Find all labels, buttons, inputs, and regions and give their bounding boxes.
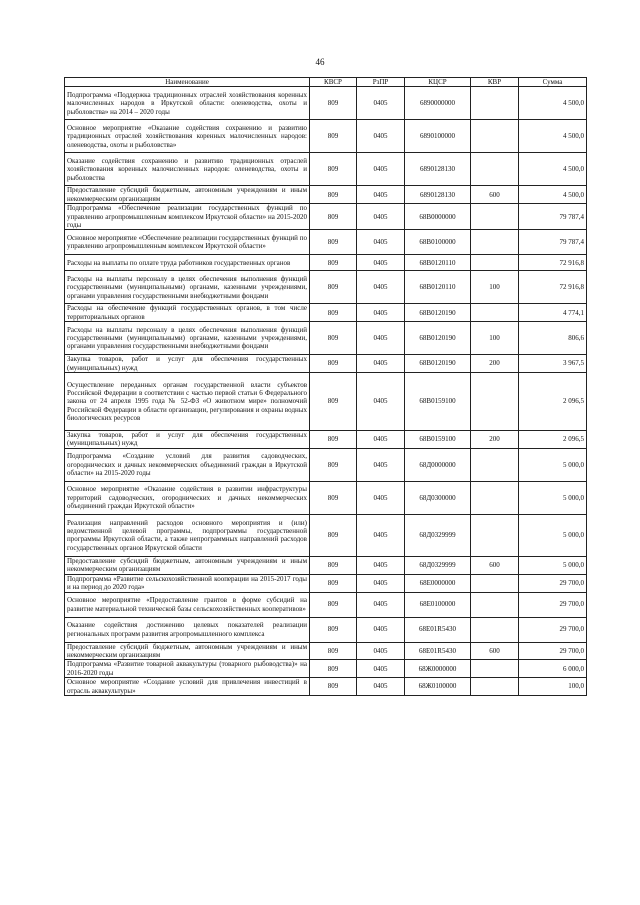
row-kvr [471,87,519,120]
row-name: Закупка товаров, работ и услуг для обеспечения государственных (муниципальных) нужд [65,431,310,449]
row-kvr [471,678,519,696]
row-rzpr: 0405 [357,574,405,592]
row-rzpr: 0405 [357,255,405,271]
row-name: Расходы на выплаты по оплате труда работников государственных органов [65,255,310,271]
table-row [65,271,587,304]
row-rzpr: 0405 [357,120,405,153]
row-sum: 29 700,0 [519,592,587,617]
row-rzpr: 0405 [357,556,405,574]
row-kvr [471,153,519,186]
row-kcsr: 68В0159100 [405,373,471,431]
row-sum: 5 000,0 [519,556,587,574]
row-kvsr: 809 [310,678,357,696]
row-rzpr: 0405 [357,271,405,304]
row-name: Закупка товаров, работ и услуг для обеспечения государственных (муниципальных) нужд [65,355,310,373]
row-name: Основное мероприятие «Создание условий для привлечения инвестиций в отрасль аквакультуры» [65,678,310,696]
row-kvsr: 809 [310,431,357,449]
row-rzpr: 0405 [357,678,405,696]
header-rzpr: РзПР [357,78,405,87]
row-kcsr: 68В0120190 [405,304,471,322]
header-sum: Сумма [519,78,587,87]
row-sum: 3 967,5 [519,355,587,373]
row-kvsr: 809 [310,642,357,660]
row-rzpr: 0405 [357,322,405,355]
row-name: Подпрограмма «Создание условий для развития садоводческих, огороднических и дачных некоммерческих объединений граждан в Иркутской области» на 2015-2020 годы [65,448,310,481]
table-row [65,153,587,186]
row-name: Подпрограмма «Развитие товарной аквакультуры (товарного рыбоводства)» на 2016-2020 годы [65,660,310,678]
row-kcsr: 68Д0329999 [405,514,471,556]
row-kvr [471,304,519,322]
row-sum: 5 000,0 [519,514,587,556]
row-rzpr: 0405 [357,230,405,255]
row-kvsr: 809 [310,355,357,373]
row-kcsr: 68Д0000000 [405,448,471,481]
table-row [65,642,587,660]
table-row [65,87,587,120]
row-kvr: 600 [471,642,519,660]
row-kvr: 200 [471,431,519,449]
table-row [65,322,587,355]
table-row [65,204,587,230]
header-kcsr: КЦСР [405,78,471,87]
row-kcsr: 68В0159100 [405,431,471,449]
row-kvsr: 809 [310,448,357,481]
table-row [65,255,587,271]
row-kvr: 100 [471,322,519,355]
row-kcsr: 68В0120190 [405,355,471,373]
row-name: Предоставление субсидий бюджетным, автономным учреждениям и иным некоммерческим организациям [65,186,310,204]
row-kvsr: 809 [310,204,357,230]
row-sum: 4 500,0 [519,87,587,120]
table-row [65,574,587,592]
row-sum: 79 787,4 [519,204,587,230]
row-rzpr: 0405 [357,514,405,556]
row-name: Расходы на выплаты персоналу в целях обеспечения выполнения функций государственными (муниципальными) органами, казенными учреждениями, органами управления государственными внебюджетными фондами [65,271,310,304]
row-sum: 6 000,0 [519,660,587,678]
row-name: Расходы на обеспечение функций государственных органов, в том числе территориальных органов [65,304,310,322]
table-header-row [65,78,587,87]
row-kcsr: 68В0120190 [405,322,471,355]
row-kvr [471,255,519,271]
header-kvr: КВР [471,78,519,87]
row-name: Подпрограмма «Развитие сельскохозяйственной кооперации на 2015-2017 годы и на период до 2020 года» [65,574,310,592]
row-name: Подпрограмма «Поддержка традиционных отраслей хозяйствования коренных малочисленных народов в Иркутской области: оленеводства, охоты и рыболовства» на 2014 – 2020 годы [65,87,310,120]
row-kvsr: 809 [310,186,357,204]
row-kvsr: 809 [310,574,357,592]
row-kvsr: 809 [310,481,357,514]
row-kvr [471,514,519,556]
table-row [65,230,587,255]
row-kvr [471,592,519,617]
row-rzpr: 0405 [357,448,405,481]
row-kcsr: 68Ж0000000 [405,660,471,678]
row-kcsr: 68В0100000 [405,230,471,255]
row-rzpr: 0405 [357,431,405,449]
row-sum: 72 916,8 [519,271,587,304]
row-rzpr: 0405 [357,592,405,617]
table-row [65,678,587,696]
header-name: Наименование [65,78,310,87]
row-name: Подпрограмма «Обеспечение реализации государственных функций по управлению агропромышленным комплексом Иркутской области» на 2015-2020 годы [65,204,310,230]
table-row [65,373,587,431]
table-row [65,617,587,642]
row-sum: 4 500,0 [519,186,587,204]
row-rzpr: 0405 [357,355,405,373]
row-rzpr: 0405 [357,373,405,431]
table-row [65,556,587,574]
row-sum: 4 500,0 [519,153,587,186]
row-kcsr: 6890000000 [405,87,471,120]
row-kcsr: 68Д0329999 [405,556,471,574]
row-kvr [471,120,519,153]
row-kcsr: 6890100000 [405,120,471,153]
row-kvsr: 809 [310,322,357,355]
row-sum: 79 787,4 [519,230,587,255]
row-kcsr: 68Е0100000 [405,592,471,617]
row-kvsr: 809 [310,556,357,574]
row-rzpr: 0405 [357,186,405,204]
row-kvr [471,204,519,230]
table-row [65,304,587,322]
row-kvsr: 809 [310,592,357,617]
row-sum: 29 700,0 [519,642,587,660]
table-row [65,186,587,204]
row-kvsr: 809 [310,230,357,255]
row-name: Оказание содействия достижению целевых показателей реализации региональных программ развития агропромышленного комплекса [65,617,310,642]
row-sum: 5 000,0 [519,448,587,481]
row-name: Оказание содействия сохранению и развитию традиционных отраслей хозяйствования коренных малочисленных народов: оленеводства, охоты и рыболовства [65,153,310,186]
row-rzpr: 0405 [357,87,405,120]
row-kvsr: 809 [310,120,357,153]
row-sum: 2 096,5 [519,431,587,449]
row-kvsr: 809 [310,660,357,678]
row-name: Основное мероприятие «Оказание содействия сохранению и развитию традиционных отраслей хозяйствования коренных малочисленных народов: оленеводства, охоты и рыболовства» [65,120,310,153]
row-sum: 100,0 [519,678,587,696]
row-kvr [471,373,519,431]
row-kvr [471,481,519,514]
row-kvsr: 809 [310,87,357,120]
row-sum: 72 916,8 [519,255,587,271]
row-kvr [471,574,519,592]
row-kvsr: 809 [310,514,357,556]
row-rzpr: 0405 [357,617,405,642]
row-kvr: 600 [471,556,519,574]
table-row [65,431,587,449]
row-kcsr: 6890128130 [405,186,471,204]
row-kcsr: 68Д0300000 [405,481,471,514]
row-sum: 4 500,0 [519,120,587,153]
row-kvsr: 809 [310,255,357,271]
table-row [65,592,587,617]
row-kvr [471,660,519,678]
table-row [65,448,587,481]
row-kvsr: 809 [310,153,357,186]
row-kvsr: 809 [310,373,357,431]
row-kcsr: 68В0000000 [405,204,471,230]
row-sum: 806,6 [519,322,587,355]
row-kvr: 600 [471,186,519,204]
row-sum: 5 000,0 [519,481,587,514]
row-kcsr: 68В0120110 [405,255,471,271]
row-kcsr: 68Е01R5430 [405,617,471,642]
row-name: Осуществление переданных органам государственной власти субъектов Российской Федерации в соответствии с частью первой статьи 6 Федерального закона от 24 апреля 1995 года № 52-ФЗ «О животном мире» полномочий Российской Федерации в области организации, регулирования и охраны водных биологических ресурсов [65,373,310,431]
row-kcsr: 68Е0000000 [405,574,471,592]
row-kvsr: 809 [310,617,357,642]
row-kvr [471,230,519,255]
row-name: Предоставление субсидий бюджетным, автономным учреждениям и иным некоммерческим организациям [65,556,310,574]
row-name: Основное мероприятие «Обеспечение реализации государственных функций по управлению агропромышленным комплексом Иркутской области» [65,230,310,255]
row-kcsr: 68Ж0100000 [405,678,471,696]
row-sum: 29 700,0 [519,574,587,592]
row-rzpr: 0405 [357,153,405,186]
row-kcsr: 68В0120110 [405,271,471,304]
row-kvsr: 809 [310,304,357,322]
row-rzpr: 0405 [357,642,405,660]
row-sum: 29 700,0 [519,617,587,642]
row-kvsr: 809 [310,271,357,304]
table-row [65,481,587,514]
row-name: Предоставление субсидий бюджетным, автономным учреждениям и иным некоммерческим организациям [65,642,310,660]
row-kvr: 100 [471,271,519,304]
table-row [65,120,587,153]
row-name: Реализация направлений расходов основного мероприятия и (или) ведомственной целевой программы, подпрограммы государственной программы Иркутской области, а также непрограммных направлений расходов государственных органов Иркутской области [65,514,310,556]
table-row [65,355,587,373]
row-rzpr: 0405 [357,481,405,514]
row-kvr [471,617,519,642]
table-row [65,514,587,556]
row-kcsr: 6890128130 [405,153,471,186]
row-kvr [471,448,519,481]
row-sum: 2 096,5 [519,373,587,431]
row-name: Расходы на выплаты персоналу в целях обеспечения выполнения функций государственными (муниципальными) органами, казенными учреждениями, органами управления государственными внебюджетными фондами [65,322,310,355]
page-number: 46 [315,57,325,67]
row-rzpr: 0405 [357,304,405,322]
row-kvr: 200 [471,355,519,373]
row-name: Основное мероприятие «Предоставление грантов в форме субсидий на развитие материальной технической базы сельскохозяйственных кооперативов» [65,592,310,617]
budget-table [64,77,587,696]
row-kcsr: 68Е01R5430 [405,642,471,660]
header-kvsr: КВСР [310,78,357,87]
row-rzpr: 0405 [357,660,405,678]
row-sum: 4 774,1 [519,304,587,322]
table-row [65,660,587,678]
row-rzpr: 0405 [357,204,405,230]
row-name: Основное мероприятие «Оказание содействия в развитии инфраструктуры территорий садоводческих, огороднических и дачных некоммерческих объединений граждан Иркутской области» [65,481,310,514]
